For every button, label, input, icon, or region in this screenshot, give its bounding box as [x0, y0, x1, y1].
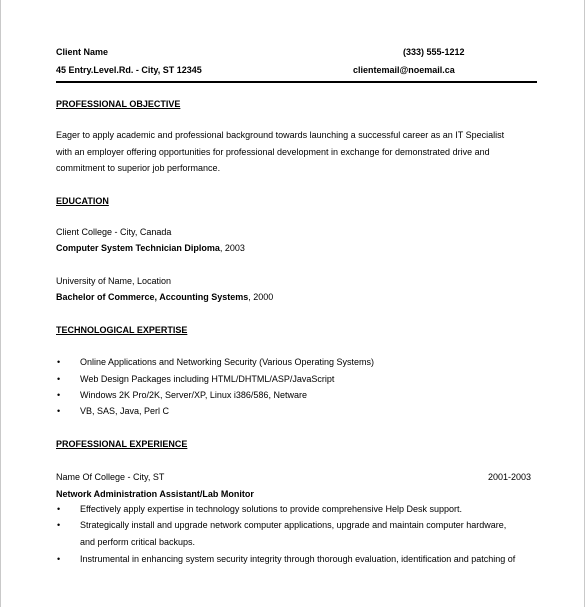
- education-year-1: , 2003: [219, 243, 245, 253]
- education-degree-line-2: [56, 291, 273, 303]
- experience-employer: Name Of College - City, ST: [56, 472, 165, 482]
- header-divider: [56, 81, 537, 83]
- bullet-icon: •: [57, 406, 61, 416]
- objective-line-1: Eager to apply academic and professional background towards launching a successful career as an IT Specialist: [56, 130, 505, 140]
- bullet-icon: •: [57, 357, 61, 367]
- expertise-item-1: Online Applications and Networking Security (Various Operating Systems): [80, 357, 374, 367]
- experience-bullet-2-line-2: and perform critical backups.: [80, 537, 196, 547]
- education-school-2: University of Name, Location: [56, 276, 172, 286]
- bullet-icon: •: [57, 374, 61, 384]
- client-phone: (333) 555-1212: [403, 47, 465, 57]
- objective-line-2: with an employer offering opportunities for professional development in exchange for demonstrated drive and: [56, 147, 490, 157]
- experience-dates: 2001-2003: [488, 472, 532, 482]
- education-year-2: , 2000: [248, 292, 274, 302]
- expertise-item-3: Windows 2K Pro/2K, Server/XP, Linux i386/586, Netware: [80, 390, 307, 400]
- experience-title: Network Administration Assistant/Lab Monitor: [56, 489, 254, 499]
- education-heading: EDUCATION: [56, 196, 109, 206]
- expertise-heading: TECHNOLOGICAL EXPERTISE: [56, 325, 188, 335]
- objective-heading: PROFESSIONAL OBJECTIVE: [56, 99, 181, 109]
- client-address: 45 Entry.Level.Rd. - City, ST 12345: [56, 65, 202, 75]
- bullet-icon: •: [57, 520, 61, 530]
- client-name: Client Name: [56, 47, 109, 57]
- bullet-icon: •: [57, 390, 61, 400]
- bullet-icon: •: [57, 554, 61, 564]
- bullet-icon: •: [57, 504, 61, 514]
- education-degree-1: Computer System Technician Diploma: [56, 243, 220, 253]
- experience-bullet-2-line-1: Strategically install and upgrade network computer applications, upgrade and maintain computer hardware,: [80, 520, 507, 530]
- expertise-item-2: Web Design Packages including HTML/DHTML/ASP/JavaScript: [80, 374, 335, 384]
- expertise-item-4: VB, SAS, Java, Perl C: [80, 406, 170, 416]
- experience-heading: PROFESSIONAL EXPERIENCE: [56, 439, 188, 449]
- education-school-1: Client College - City, Canada: [56, 227, 172, 237]
- experience-bullet-3: Instrumental in enhancing system security integrity through thorough evaluation, identification and patching of: [80, 554, 516, 564]
- objective-line-3: commitment to superior job performance.: [56, 163, 221, 173]
- experience-bullet-1: Effectively apply expertise in technology solutions to provide comprehensive Help Desk support.: [80, 504, 463, 514]
- client-email: clientemail@noemail.ca: [353, 65, 455, 75]
- education-degree-line-1: [56, 242, 245, 254]
- education-degree-2: Bachelor of Commerce, Accounting Systems: [56, 292, 249, 302]
